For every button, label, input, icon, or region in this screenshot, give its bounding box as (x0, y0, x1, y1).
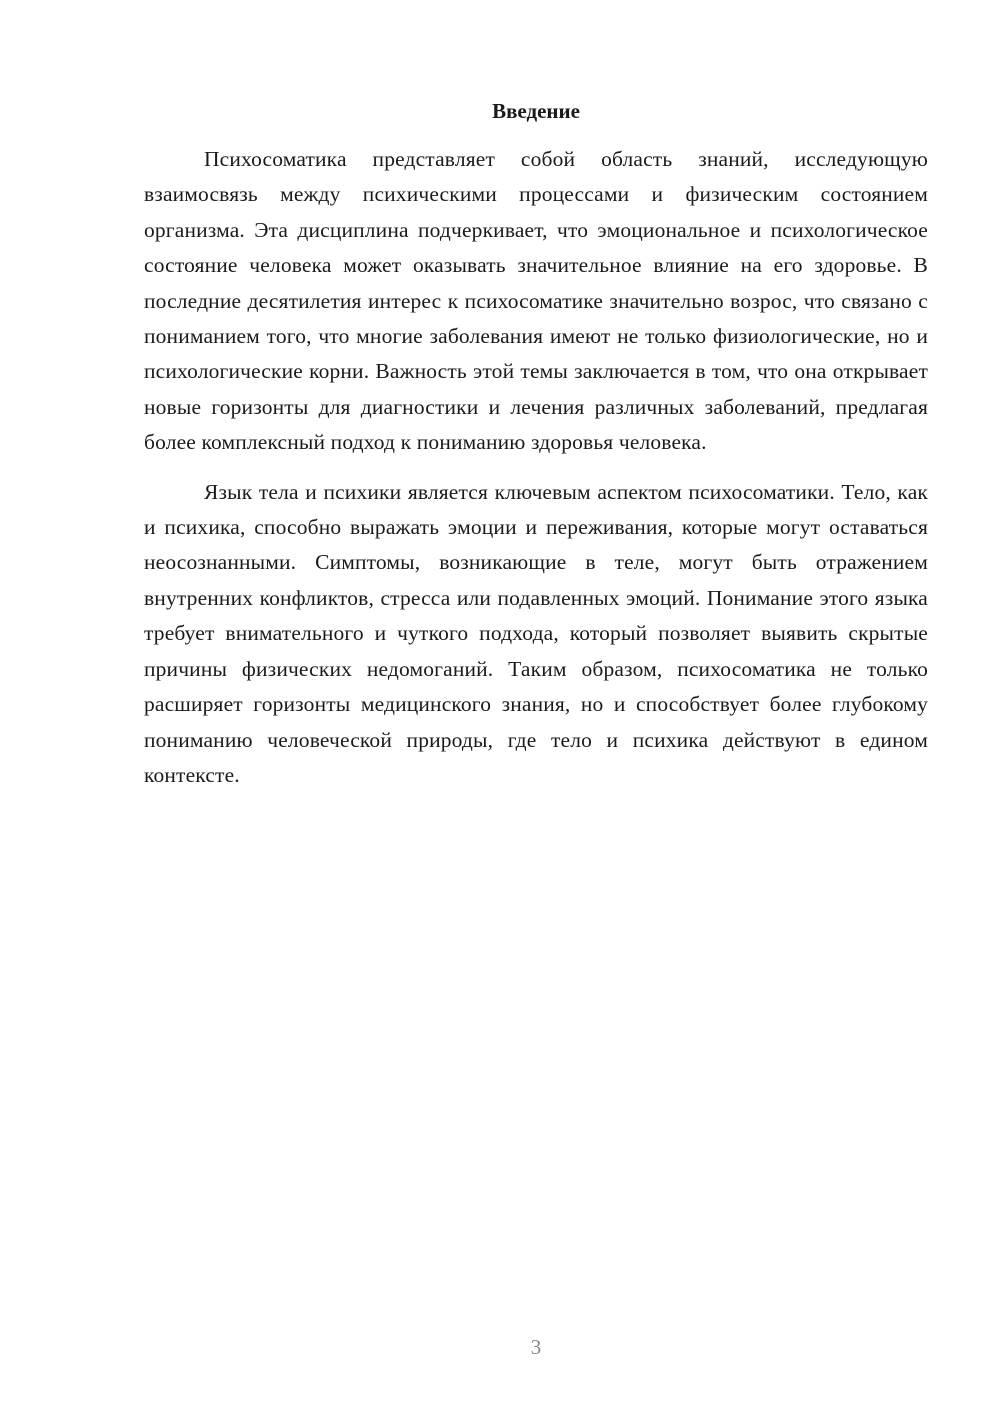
paragraph-1: Психосоматика представляет собой область знаний, исследующую взаимосвязь между психическими процессами и физическим состоянием организма. Эта дисциплина подчеркивает, что эмоциональное и психологическое состояние человека может оказывать значительное влияние на его здоровье. В последние десятилетия интерес к психосоматике значительно возрос, что связано с пониманием того, что многие заболевания имеют не только физиологические, но и психологические корни. Важность этой темы заключается в том, что она открывает новые горизонты для диагностики и лечения различных заболеваний, предлагая более комплексный подход к пониманию здоровья человека. (144, 147, 928, 455)
section-title: Введение (492, 99, 580, 123)
paragraph-2: Язык тела и психики является ключевым аспектом психосоматики. Тело, как и психика, способно выражать эмоции и переживания, которые могут оставаться неосознанными. Симптомы, возникающие в теле, могут быть отражением внутренних конфликтов, стресса или подавленных эмоций. Понимание этого языка требует внимательного и чуткого подхода, который позволяет выявить скрытые причины физических недомоганий. Таким образом, психосоматика не только расширяет горизонты медицинского знания, но и способствует более глубокому пониманию человеческой природы, где тело и психика действуют в едином контексте. (144, 479, 928, 787)
page-content (144, 96, 928, 793)
page-number: 3 (530, 1335, 542, 1359)
